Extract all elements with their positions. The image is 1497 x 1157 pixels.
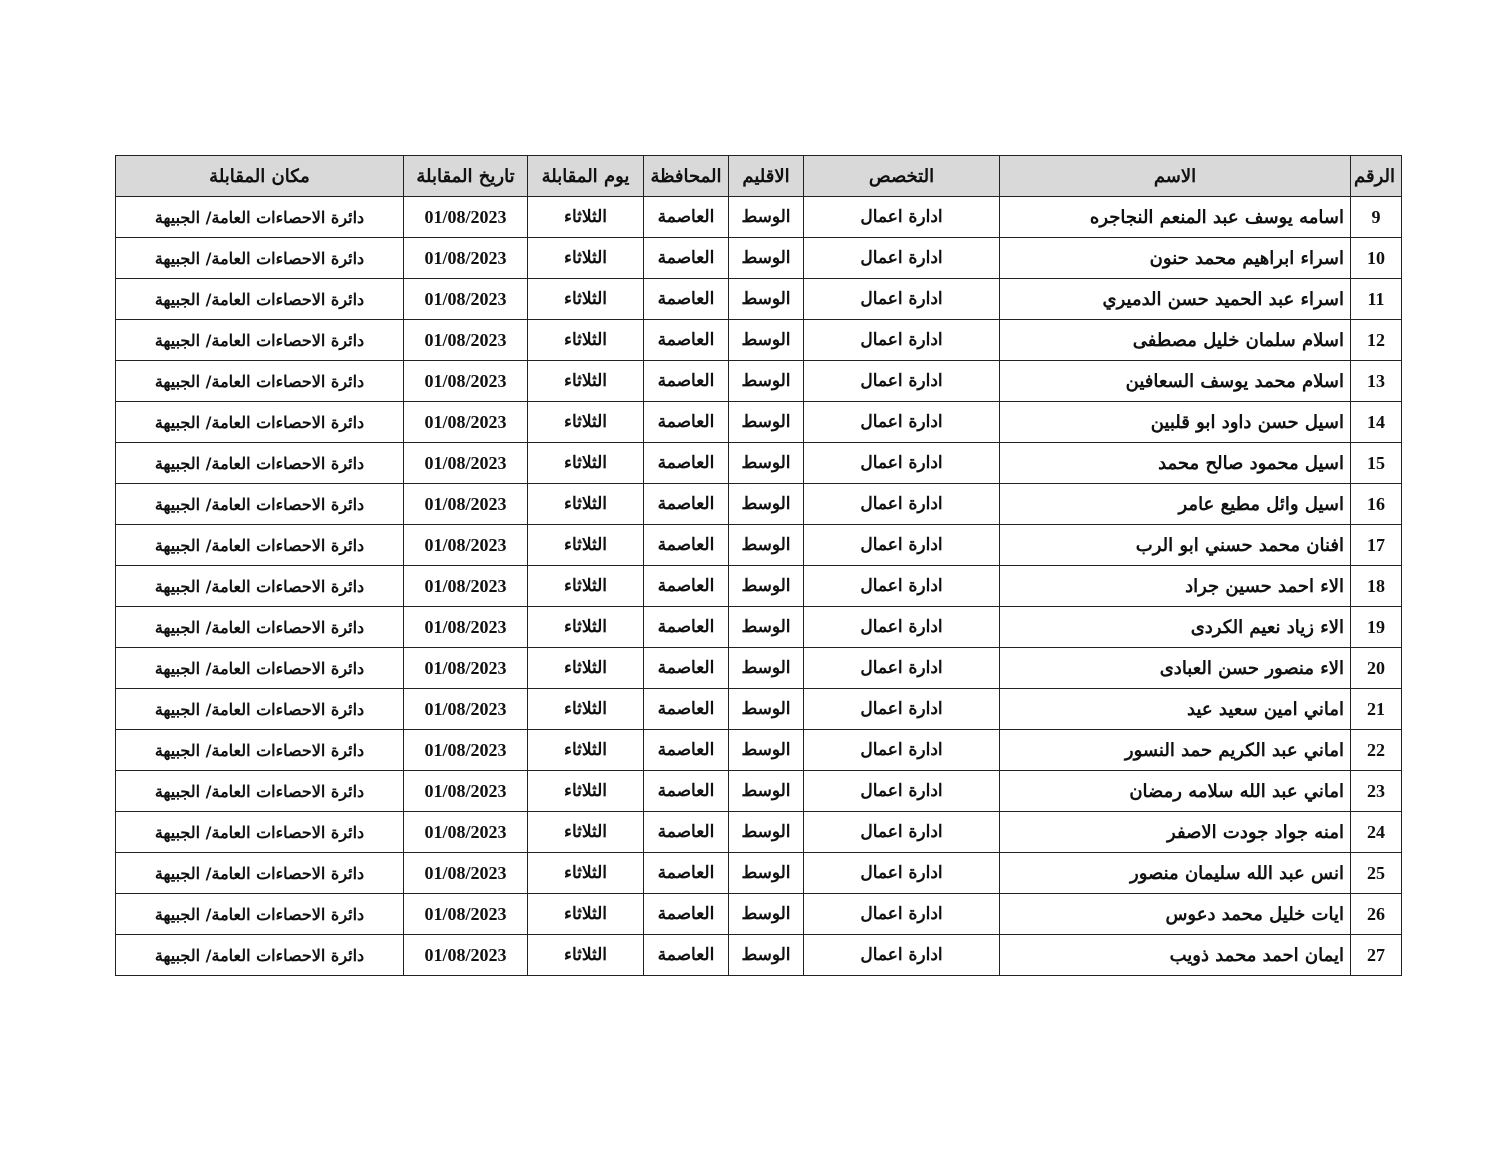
cell-interview-place: دائرة الاحصاءات العامة/ الجبيهة <box>116 771 404 812</box>
cell-name: اماني عبد الكريم حمد النسور <box>1000 730 1351 771</box>
table-row <box>116 484 1402 525</box>
table-body <box>116 197 1402 976</box>
cell-number: 17 <box>1351 525 1402 566</box>
cell-interview-date: 01/08/2023 <box>404 238 528 279</box>
header-specialization: التخصص <box>804 156 1000 197</box>
cell-region: الوسط <box>729 689 804 730</box>
cell-number: 19 <box>1351 607 1402 648</box>
cell-name: افنان محمد حسني ابو الرب <box>1000 525 1351 566</box>
cell-region: الوسط <box>729 197 804 238</box>
table-row <box>116 238 1402 279</box>
cell-name: اسيل محمود صالح محمد <box>1000 443 1351 484</box>
cell-interview-place: دائرة الاحصاءات العامة/ الجبيهة <box>116 525 404 566</box>
cell-region: الوسط <box>729 853 804 894</box>
cell-specialization: ادارة اعمال <box>804 812 1000 853</box>
header-interview-day: يوم المقابلة <box>528 156 644 197</box>
cell-interview-place: دائرة الاحصاءات العامة/ الجبيهة <box>116 894 404 935</box>
cell-interview-place: دائرة الاحصاءات العامة/ الجبيهة <box>116 279 404 320</box>
cell-interview-place: دائرة الاحصاءات العامة/ الجبيهة <box>116 935 404 976</box>
cell-name: الاء احمد حسين جراد <box>1000 566 1351 607</box>
cell-interview-date: 01/08/2023 <box>404 279 528 320</box>
cell-region: الوسط <box>729 361 804 402</box>
cell-name: اماني عبد الله سلامه رمضان <box>1000 771 1351 812</box>
cell-specialization: ادارة اعمال <box>804 771 1000 812</box>
cell-interview-day: الثلاثاء <box>528 689 644 730</box>
cell-specialization: ادارة اعمال <box>804 607 1000 648</box>
cell-interview-date: 01/08/2023 <box>404 566 528 607</box>
cell-name: اسراء ابراهيم محمد حنون <box>1000 238 1351 279</box>
cell-region: الوسط <box>729 771 804 812</box>
cell-interview-day: الثلاثاء <box>528 238 644 279</box>
cell-region: الوسط <box>729 894 804 935</box>
cell-interview-date: 01/08/2023 <box>404 525 528 566</box>
cell-specialization: ادارة اعمال <box>804 525 1000 566</box>
table-row <box>116 607 1402 648</box>
cell-interview-place: دائرة الاحصاءات العامة/ الجبيهة <box>116 812 404 853</box>
cell-number: 18 <box>1351 566 1402 607</box>
cell-number: 26 <box>1351 894 1402 935</box>
cell-region: الوسط <box>729 402 804 443</box>
cell-number: 23 <box>1351 771 1402 812</box>
cell-interview-day: الثلاثاء <box>528 853 644 894</box>
header-name: الاسم <box>1000 156 1351 197</box>
cell-interview-day: الثلاثاء <box>528 730 644 771</box>
cell-governorate: العاصمة <box>644 689 729 730</box>
cell-interview-day: الثلاثاء <box>528 566 644 607</box>
cell-interview-place: دائرة الاحصاءات العامة/ الجبيهة <box>116 566 404 607</box>
cell-specialization: ادارة اعمال <box>804 402 1000 443</box>
cell-interview-place: دائرة الاحصاءات العامة/ الجبيهة <box>116 730 404 771</box>
cell-name: اماني امين سعيد عيد <box>1000 689 1351 730</box>
cell-interview-date: 01/08/2023 <box>404 197 528 238</box>
cell-specialization: ادارة اعمال <box>804 730 1000 771</box>
cell-governorate: العاصمة <box>644 853 729 894</box>
cell-governorate: العاصمة <box>644 402 729 443</box>
cell-interview-date: 01/08/2023 <box>404 648 528 689</box>
table-row <box>116 443 1402 484</box>
cell-name: ايات خليل محمد دعوس <box>1000 894 1351 935</box>
table-row <box>116 730 1402 771</box>
cell-interview-place: دائرة الاحصاءات العامة/ الجبيهة <box>116 607 404 648</box>
cell-specialization: ادارة اعمال <box>804 484 1000 525</box>
cell-number: 20 <box>1351 648 1402 689</box>
cell-governorate: العاصمة <box>644 443 729 484</box>
cell-interview-place: دائرة الاحصاءات العامة/ الجبيهة <box>116 443 404 484</box>
cell-name: انس عبد الله سليمان منصور <box>1000 853 1351 894</box>
cell-specialization: ادارة اعمال <box>804 238 1000 279</box>
cell-governorate: العاصمة <box>644 238 729 279</box>
cell-interview-day: الثلاثاء <box>528 648 644 689</box>
interview-schedule-table <box>115 155 1402 976</box>
cell-specialization: ادارة اعمال <box>804 443 1000 484</box>
cell-interview-date: 01/08/2023 <box>404 607 528 648</box>
cell-number: 27 <box>1351 935 1402 976</box>
cell-governorate: العاصمة <box>644 320 729 361</box>
cell-governorate: العاصمة <box>644 566 729 607</box>
table-row <box>116 894 1402 935</box>
cell-region: الوسط <box>729 648 804 689</box>
cell-interview-date: 01/08/2023 <box>404 771 528 812</box>
cell-interview-date: 01/08/2023 <box>404 484 528 525</box>
cell-number: 16 <box>1351 484 1402 525</box>
cell-specialization: ادارة اعمال <box>804 197 1000 238</box>
cell-region: الوسط <box>729 320 804 361</box>
cell-region: الوسط <box>729 238 804 279</box>
cell-specialization: ادارة اعمال <box>804 361 1000 402</box>
cell-governorate: العاصمة <box>644 730 729 771</box>
cell-specialization: ادارة اعمال <box>804 689 1000 730</box>
table-row <box>116 853 1402 894</box>
cell-governorate: العاصمة <box>644 648 729 689</box>
cell-name: اسامه يوسف عبد المنعم النجاجره <box>1000 197 1351 238</box>
cell-name: اسيل حسن داود ابو قلبين <box>1000 402 1351 443</box>
cell-specialization: ادارة اعمال <box>804 279 1000 320</box>
cell-name: ايمان احمد محمد ذويب <box>1000 935 1351 976</box>
cell-name: الاء منصور حسن العبادى <box>1000 648 1351 689</box>
cell-specialization: ادارة اعمال <box>804 853 1000 894</box>
cell-number: 9 <box>1351 197 1402 238</box>
cell-name: اسيل وائل مطيع عامر <box>1000 484 1351 525</box>
cell-interview-day: الثلاثاء <box>528 320 644 361</box>
cell-governorate: العاصمة <box>644 484 729 525</box>
cell-interview-date: 01/08/2023 <box>404 402 528 443</box>
cell-region: الوسط <box>729 525 804 566</box>
table-row <box>116 566 1402 607</box>
cell-interview-day: الثلاثاء <box>528 484 644 525</box>
cell-number: 12 <box>1351 320 1402 361</box>
cell-number: 11 <box>1351 279 1402 320</box>
cell-specialization: ادارة اعمال <box>804 320 1000 361</box>
cell-interview-place: دائرة الاحصاءات العامة/ الجبيهة <box>116 853 404 894</box>
table-header-row <box>116 156 1402 197</box>
cell-number: 24 <box>1351 812 1402 853</box>
cell-region: الوسط <box>729 443 804 484</box>
cell-number: 21 <box>1351 689 1402 730</box>
cell-interview-day: الثلاثاء <box>528 443 644 484</box>
cell-governorate: العاصمة <box>644 361 729 402</box>
cell-interview-date: 01/08/2023 <box>404 361 528 402</box>
cell-region: الوسط <box>729 484 804 525</box>
table-row <box>116 320 1402 361</box>
cell-region: الوسط <box>729 730 804 771</box>
cell-number: 25 <box>1351 853 1402 894</box>
cell-governorate: العاصمة <box>644 894 729 935</box>
cell-governorate: العاصمة <box>644 525 729 566</box>
header-interview-place: مكان المقابلة <box>116 156 404 197</box>
cell-interview-day: الثلاثاء <box>528 197 644 238</box>
cell-governorate: العاصمة <box>644 812 729 853</box>
cell-name: اسلام محمد يوسف السعافين <box>1000 361 1351 402</box>
table-row <box>116 689 1402 730</box>
cell-interview-place: دائرة الاحصاءات العامة/ الجبيهة <box>116 484 404 525</box>
cell-governorate: العاصمة <box>644 279 729 320</box>
cell-region: الوسط <box>729 935 804 976</box>
cell-interview-date: 01/08/2023 <box>404 689 528 730</box>
header-interview-date: تاريخ المقابلة <box>404 156 528 197</box>
cell-specialization: ادارة اعمال <box>804 566 1000 607</box>
header-region: الاقليم <box>729 156 804 197</box>
cell-number: 13 <box>1351 361 1402 402</box>
cell-number: 14 <box>1351 402 1402 443</box>
cell-region: الوسط <box>729 812 804 853</box>
cell-region: الوسط <box>729 279 804 320</box>
interview-schedule-page <box>115 155 1401 976</box>
cell-interview-day: الثلاثاء <box>528 361 644 402</box>
cell-interview-place: دائرة الاحصاءات العامة/ الجبيهة <box>116 238 404 279</box>
table-row <box>116 648 1402 689</box>
cell-governorate: العاصمة <box>644 935 729 976</box>
cell-name: اسلام سلمان خليل مصطفى <box>1000 320 1351 361</box>
cell-interview-day: الثلاثاء <box>528 279 644 320</box>
cell-interview-date: 01/08/2023 <box>404 894 528 935</box>
table-row <box>116 402 1402 443</box>
cell-interview-date: 01/08/2023 <box>404 320 528 361</box>
cell-interview-date: 01/08/2023 <box>404 730 528 771</box>
cell-region: الوسط <box>729 607 804 648</box>
cell-specialization: ادارة اعمال <box>804 894 1000 935</box>
cell-interview-day: الثلاثاء <box>528 771 644 812</box>
cell-number: 22 <box>1351 730 1402 771</box>
cell-interview-day: الثلاثاء <box>528 935 644 976</box>
cell-region: الوسط <box>729 566 804 607</box>
cell-name: اسراء عبد الحميد حسن الدميري <box>1000 279 1351 320</box>
cell-interview-day: الثلاثاء <box>528 894 644 935</box>
cell-interview-day: الثلاثاء <box>528 402 644 443</box>
cell-governorate: العاصمة <box>644 607 729 648</box>
cell-interview-place: دائرة الاحصاءات العامة/ الجبيهة <box>116 402 404 443</box>
cell-number: 10 <box>1351 238 1402 279</box>
table-row <box>116 197 1402 238</box>
cell-interview-day: الثلاثاء <box>528 812 644 853</box>
table-row <box>116 771 1402 812</box>
table-row <box>116 525 1402 566</box>
cell-interview-place: دائرة الاحصاءات العامة/ الجبيهة <box>116 689 404 730</box>
header-governorate: المحافظة <box>644 156 729 197</box>
cell-interview-place: دائرة الاحصاءات العامة/ الجبيهة <box>116 648 404 689</box>
cell-interview-date: 01/08/2023 <box>404 935 528 976</box>
cell-interview-place: دائرة الاحصاءات العامة/ الجبيهة <box>116 197 404 238</box>
cell-governorate: العاصمة <box>644 771 729 812</box>
table-row <box>116 279 1402 320</box>
table-row <box>116 935 1402 976</box>
table-row <box>116 812 1402 853</box>
cell-interview-day: الثلاثاء <box>528 607 644 648</box>
cell-interview-place: دائرة الاحصاءات العامة/ الجبيهة <box>116 320 404 361</box>
table-row <box>116 361 1402 402</box>
cell-interview-place: دائرة الاحصاءات العامة/ الجبيهة <box>116 361 404 402</box>
cell-interview-day: الثلاثاء <box>528 525 644 566</box>
cell-name: امنه جواد جودت الاصفر <box>1000 812 1351 853</box>
cell-interview-date: 01/08/2023 <box>404 812 528 853</box>
cell-interview-date: 01/08/2023 <box>404 853 528 894</box>
cell-specialization: ادارة اعمال <box>804 935 1000 976</box>
cell-name: الاء زياد نعيم الكردى <box>1000 607 1351 648</box>
cell-governorate: العاصمة <box>644 197 729 238</box>
cell-interview-date: 01/08/2023 <box>404 443 528 484</box>
cell-number: 15 <box>1351 443 1402 484</box>
cell-specialization: ادارة اعمال <box>804 648 1000 689</box>
header-number: الرقم <box>1351 156 1402 197</box>
